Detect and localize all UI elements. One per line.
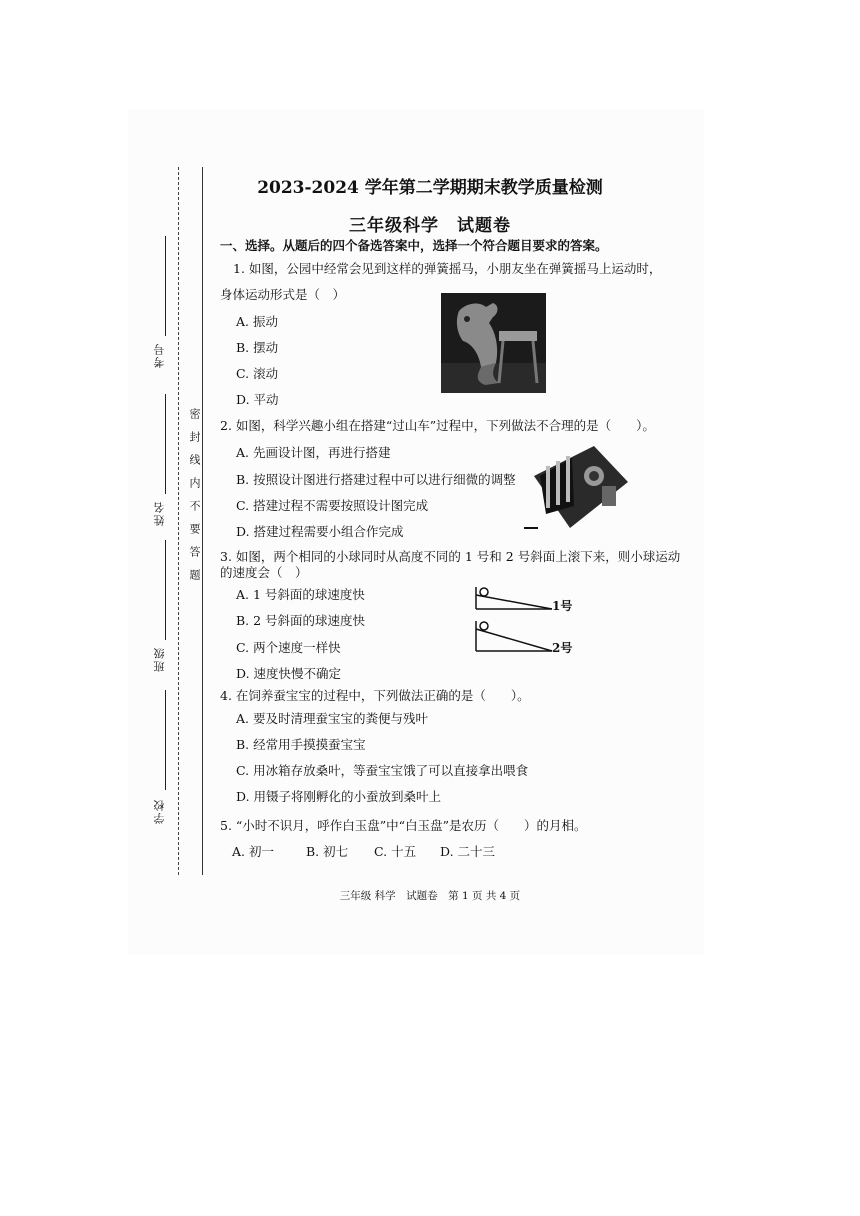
page-footer: 三年级 科学 试题卷 第 1 页 共 4 页 (339, 890, 521, 902)
q3-option-c: C. 两个速度一样快 (236, 640, 341, 655)
q1-stem-line1: 1. 如图，公园中经常会见到这样的弹簧摇马，小朋友坐在弹簧摇马上运动时， (233, 261, 662, 276)
q3-option-d: D. 速度快慢不确定 (236, 666, 342, 681)
section-heading: 一、选择。从题后的四个备选答案中，选择一个符合题目要求的答案。 (220, 238, 608, 253)
q2-option-b: B. 按照设计图进行搭建过程中可以进行细微的调整 (236, 472, 516, 487)
school-label: 学校 (153, 798, 166, 824)
roller-coaster-model-photo (524, 436, 630, 530)
seal-line-text: 密封线内不要答题 (188, 408, 201, 592)
q4-option-b: B. 经常用手摸摸蚕宝宝 (236, 737, 366, 752)
slope-2-label: 2号 (552, 641, 573, 655)
slope-diagram (472, 585, 578, 657)
exam-no-label: 考号 (153, 342, 166, 368)
q4-option-c: C. 用冰箱存放桑叶，等蚕宝宝饿了可以直接拿出喂食 (236, 763, 529, 778)
school-blank (165, 690, 166, 790)
q5-option-d: D. 二十三 (440, 844, 496, 859)
q4-stem: 4. 在饲养蚕宝宝的过程中，下列做法正确的是（ ）。 (220, 688, 530, 703)
slope-1-label: 1号 (552, 599, 573, 613)
class-label: 班级 (153, 646, 166, 672)
name-label: 姓名 (153, 500, 166, 526)
q2-option-c: C. 搭建过程不需要按照设计图完成 (236, 498, 429, 513)
q1-stem-line2: 身体运动形式是（ ） (220, 287, 346, 302)
exam-subtitle: 三年级科学 试题卷 (349, 216, 511, 236)
q1-option-a: A. 振动 (236, 314, 278, 329)
class-blank (165, 540, 166, 640)
q1-option-c: C. 滚动 (236, 366, 279, 381)
q4-option-a: A. 要及时清理蚕宝宝的粪便与残叶 (236, 711, 428, 726)
binding-solid-line (202, 167, 203, 875)
q5-option-a: A. 初一 (232, 844, 274, 859)
q2-option-a: A. 先画设计图，再进行搭建 (236, 445, 391, 460)
q3-option-b: B. 2 号斜面的球速度快 (236, 613, 366, 628)
exam-no-blank (165, 236, 166, 336)
q5-option-b: B. 初七 (306, 844, 349, 859)
spring-rocking-horse-photo (441, 293, 546, 393)
binding-dashed-line (178, 167, 179, 875)
q3-stem-line2: 的速度会（ ） (220, 565, 308, 580)
q1-option-d: D. 平动 (236, 392, 279, 407)
exam-title: 2023-2024 学年第二学期期末教学质量检测 (257, 178, 603, 198)
q5-stem: 5. “小时不识月，呼作白玉盘”中“白玉盘”是农历（ ）的月相。 (220, 818, 587, 833)
q5-option-c: C. 十五 (374, 844, 417, 859)
q3-option-a: A. 1 号斜面的球速度快 (236, 587, 365, 602)
q1-option-b: B. 摆动 (236, 340, 279, 355)
name-blank (165, 394, 166, 494)
q3-stem-line1: 3. 如图，两个相同的小球同时从高度不同的 1 号和 2 号斜面上滚下来，则小球运动 (220, 549, 681, 564)
q4-option-d: D. 用镊子将刚孵化的小蚕放到桑叶上 (236, 789, 442, 804)
q2-stem: 2. 如图，科学兴趣小组在搭建“过山车”过程中，下列做法不合理的是（ ）。 (220, 418, 655, 433)
q2-option-d: D. 搭建过程需要小组合作完成 (236, 524, 404, 539)
